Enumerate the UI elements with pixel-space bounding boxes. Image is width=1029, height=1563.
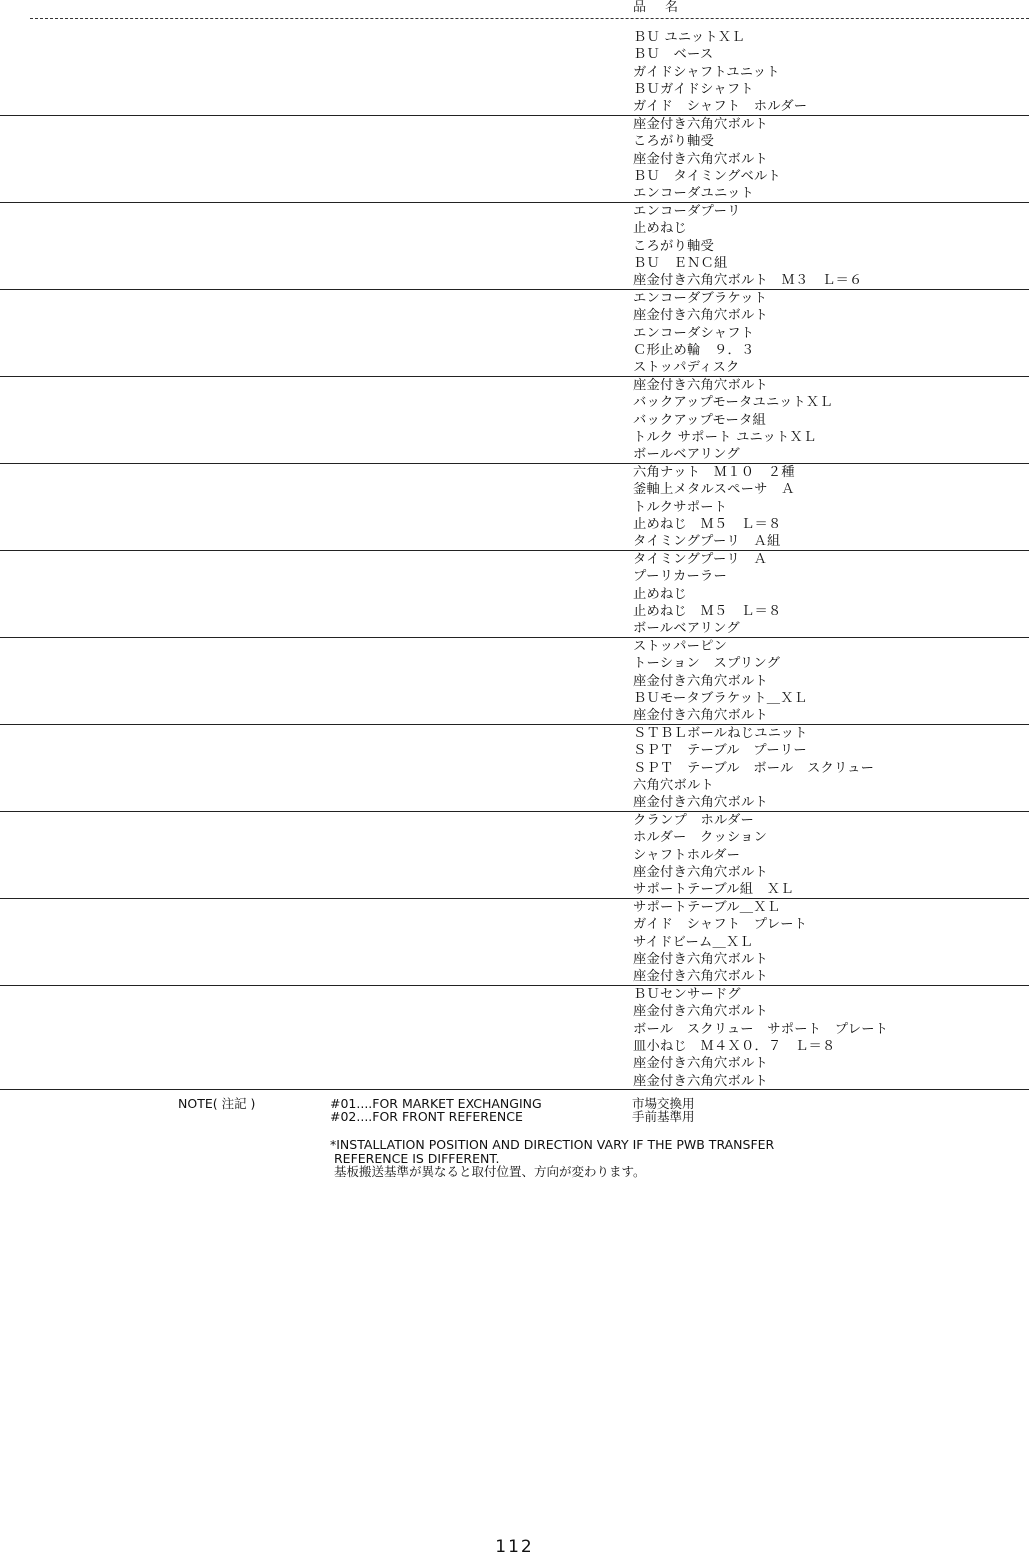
part-name: ストッパディスク <box>633 360 740 376</box>
note-01-japanese: 市場交換用 <box>632 1096 695 1111</box>
part-name: トーション スプリング <box>633 656 781 672</box>
part-name: 座金付き六角穴ボルト <box>633 673 768 689</box>
part-name: 座金付き六角穴ボルト <box>633 378 768 393</box>
parts-group <box>0 377 1029 464</box>
part-name: タイミングプーリ Ａ <box>633 552 768 567</box>
part-name: トルク サポート ユニットＸＬ <box>633 429 817 445</box>
part-name: 釜軸上メタルスペーサ Ａ <box>633 482 795 498</box>
part-name: 座金付き六角穴ボルト <box>633 117 768 132</box>
part-name: ストッパーピン <box>633 639 728 654</box>
part-name: シャフトホルダー <box>633 847 741 863</box>
part-name: サポートテーブル＿ＸＬ <box>633 900 781 915</box>
parts-group <box>0 899 1029 986</box>
part-name: タイミングプーリ Ａ組 <box>633 534 781 550</box>
part-name: 座金付き六角穴ボルト <box>633 951 768 967</box>
note-01-english: #01....FOR MARKET EXCHANGING <box>330 1096 542 1111</box>
parts-group <box>0 29 1029 116</box>
parts-group <box>0 725 1029 812</box>
part-name: サイドビーム＿ＸＬ <box>633 934 754 950</box>
part-name: 止めねじ Ｍ５ Ｌ＝８ <box>633 603 782 619</box>
part-name: ころがり軸受 <box>633 134 714 150</box>
parts-group <box>0 986 1029 1090</box>
part-name: クランプ ホルダー <box>633 813 754 828</box>
part-name: バックアップモータユニットＸＬ <box>633 395 833 411</box>
parts-group <box>0 290 1029 377</box>
notes-section <box>0 1093 1029 1193</box>
part-name: ＢＵ ユニットＸＬ <box>633 30 745 45</box>
part-name: 座金付き六角穴ボルト <box>633 308 768 324</box>
part-name: ボールベアリング <box>633 621 740 637</box>
part-name: ＢＵセンサードグ <box>633 987 741 1002</box>
part-name: エンコーダシャフト <box>633 325 755 341</box>
part-name: ガイドシャフトユニット <box>633 64 780 80</box>
part-name: ボールベアリング <box>633 447 740 463</box>
part-name: バックアップモータ組 <box>633 412 766 428</box>
part-name: ＢＵガイドシャフト <box>633 81 754 97</box>
part-name: 止めねじ <box>633 586 687 602</box>
part-name: 座金付き六角穴ボルト <box>633 864 768 880</box>
part-name: 座金付き六角穴ボルト <box>633 795 768 811</box>
part-name: エンコーダプーリ <box>633 204 741 219</box>
part-name: ボール スクリュー サポート プレート <box>633 1021 889 1037</box>
part-name: エンコーダユニット <box>633 186 754 202</box>
header-dashed-rule <box>30 18 1029 19</box>
part-name-column-heading: 品 名 <box>633 0 682 15</box>
part-name: 六角ナット Ｍ１０ ２種 <box>633 465 795 480</box>
note-02-japanese: 手前基準用 <box>632 1109 695 1124</box>
part-name: ＢＵ ベース <box>633 47 714 63</box>
part-name: 皿小ねじ Ｍ４Ｘ０．７ Ｌ＝８ <box>633 1038 836 1054</box>
part-name: ＳＰＴ テーブル プーリー <box>633 743 807 759</box>
part-name: ＢＵ ＥＮＣ組 <box>633 255 728 271</box>
parts-group <box>0 812 1029 899</box>
parts-list-header <box>0 0 1029 19</box>
part-name: ＳＴＢＬボールねじユニット <box>633 726 808 741</box>
note-02-english: #02....FOR FRONT REFERENCE <box>330 1109 523 1124</box>
part-name: ＳＰＴ テーブル ボール スクリュー <box>633 760 875 776</box>
part-name: 座金付き六角穴ボルト Ｍ３ Ｌ＝６ <box>633 273 863 289</box>
part-name: ガイド シャフト プレート <box>633 917 808 933</box>
part-name: 止めねじ <box>633 221 687 237</box>
part-name: トルクサポート <box>633 499 728 515</box>
part-name: 座金付き六角穴ボルト <box>633 969 768 985</box>
part-name: ガイド シャフト ホルダー <box>633 99 808 115</box>
part-name: 座金付き六角穴ボルト <box>633 1004 768 1020</box>
parts-group <box>0 116 1029 203</box>
note-label: NOTE( 注記 ) <box>178 1096 256 1111</box>
page-number: 112 <box>495 1537 534 1557</box>
part-name: Ｃ形止め輪 ９．３ <box>633 342 755 358</box>
part-name: 座金付き六角穴ボルト <box>633 708 768 724</box>
parts-group <box>0 464 1029 551</box>
part-name: サポートテーブル組 ＸＬ <box>633 882 794 898</box>
part-name: 止めねじ Ｍ５ Ｌ＝８ <box>633 516 782 532</box>
installation-note-english-line-2: REFERENCE IS DIFFERENT. <box>334 1151 500 1166</box>
part-name: 座金付き六角穴ボルト <box>633 151 768 167</box>
part-name: 六角穴ボルト <box>633 777 714 793</box>
parts-group <box>0 551 1029 638</box>
part-name: プーリカーラー <box>633 569 727 585</box>
parts-group <box>0 203 1029 290</box>
part-name: ホルダー クッション <box>633 830 768 846</box>
part-name: 座金付き六角穴ボルト <box>633 1073 768 1089</box>
installation-note-english-line-1: *INSTALLATION POSITION AND DIRECTION VARY IF THE PWB TRANSFER <box>330 1137 775 1152</box>
part-name: ころがり軸受 <box>633 238 714 254</box>
part-name: ＢＵ タイミングベルト <box>633 168 781 184</box>
parts-list <box>0 29 1029 1090</box>
part-name: エンコーダブラケット <box>633 291 768 306</box>
parts-group <box>0 638 1029 725</box>
part-name: 座金付き六角穴ボルト <box>633 1056 768 1072</box>
part-name: ＢＵモータブラケット＿ＸＬ <box>633 690 808 706</box>
installation-note-japanese: 基板搬送基準が異なると取付位置、方向が変わります。 <box>334 1164 646 1179</box>
